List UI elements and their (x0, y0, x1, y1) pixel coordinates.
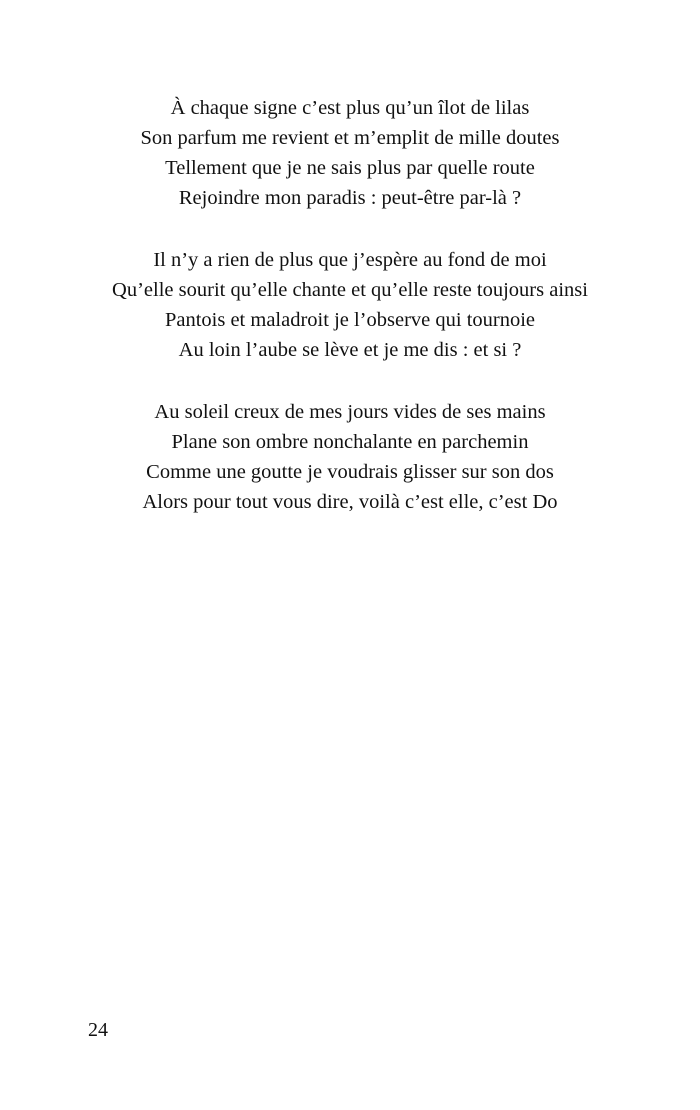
page-number: 24 (88, 1019, 108, 1041)
verse-line: Tellement que je ne sais plus par quelle route (165, 157, 535, 179)
verse-line: Son parfum me revient et m’emplit de mille doutes (140, 127, 560, 149)
verse-line: Alors pour tout vous dire, voilà c’est elle, c’est Do (142, 491, 558, 513)
verse-line: Qu’elle sourit qu’elle chante et qu’elle reste toujours ainsi (112, 279, 588, 301)
stanza-1 (0, 93, 700, 213)
verse-line: Au loin l’aube se lève et je me dis : et si ? (178, 339, 522, 361)
verse-line: Il n’y a rien de plus que j’espère au fond de moi (153, 249, 547, 271)
stanza-2 (0, 245, 700, 365)
verse-line: Comme une goutte je voudrais glisser sur son dos (146, 461, 554, 483)
stanza-3 (0, 397, 700, 517)
verse-line: À chaque signe c’est plus qu’un îlot de lilas (170, 97, 530, 119)
poem (0, 93, 700, 549)
verse-line: Au soleil creux de mes jours vides de ses mains (154, 401, 546, 423)
verse-line: Rejoindre mon paradis : peut-être par-là ? (178, 187, 522, 209)
verse-line: Plane son ombre nonchalante en parchemin (171, 431, 529, 453)
verse-line: Pantois et maladroit je l’observe qui tournoie (164, 309, 536, 331)
